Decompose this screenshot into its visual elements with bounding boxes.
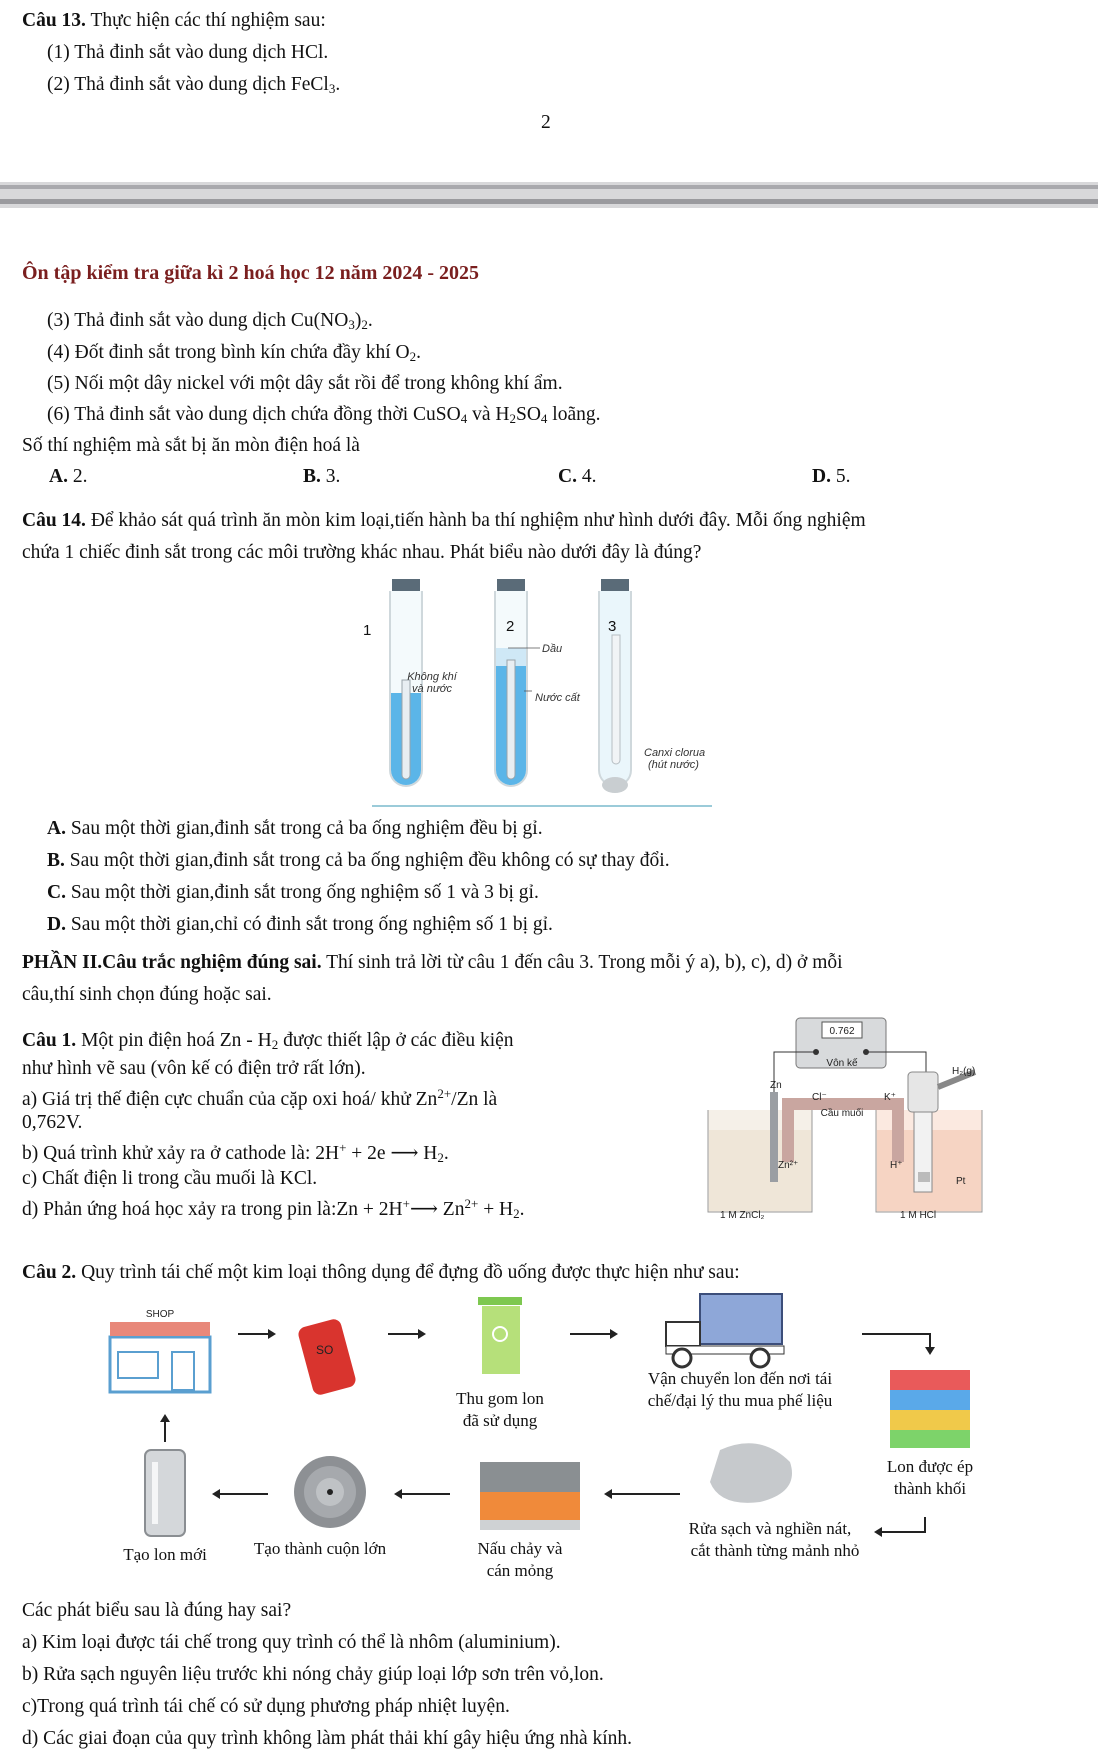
q13-exp5: (5) Nối một dây nickel với một dây sắt rồi để trong không khí ẩm. — [47, 373, 563, 394]
c2-intro-text: Quy trình tái chế một kim loại thông dụng để đựng đồ uống được thực hiện như sau: — [76, 1262, 740, 1283]
option-text: 4. — [576, 466, 597, 487]
c1-title: Câu 1. — [22, 1030, 77, 1051]
h2-label: H₂(g) — [952, 1066, 976, 1077]
c1-d-text: d) Phản ứng hoá học xảy ra trong pin là:Zn + 2H — [22, 1199, 403, 1220]
c1-d-end: . — [519, 1199, 525, 1220]
arrow — [880, 1517, 925, 1532]
pt-label: Pt — [956, 1176, 966, 1187]
tube-1-number: 1 — [363, 622, 372, 639]
q14-option-d — [47, 914, 553, 936]
distilled-water-label: Nước cất — [535, 692, 580, 704]
c1-b-text: b) Quá trình khử xảy ra ở cathode là: 2H — [22, 1143, 340, 1164]
arrow-head — [925, 1347, 935, 1355]
c1-a-end: /Zn là — [451, 1089, 498, 1110]
q13-exp6 — [47, 404, 600, 427]
c2-intro — [22, 1262, 740, 1284]
option-text: Sau một thời gian,đinh sắt trong cả ba ống nghiệm đều không có sự thay đổi. — [64, 850, 670, 871]
galvanic-cell-figure — [700, 1012, 992, 1230]
option-text: Sau một thời gian,chỉ có đinh sắt trong ống nghiệm số 1 bị gỉ. — [65, 914, 553, 935]
q13-exp3-sub: 3 — [348, 317, 355, 332]
option-text: 3. — [320, 466, 341, 487]
c1-a-text: a) Giá trị thế điện cực chuẩn của cặp oxi hoá/ khử Zn — [22, 1089, 438, 1110]
option-key: B. — [303, 466, 321, 487]
option-key: B. — [47, 850, 65, 871]
collect-label-2: đã sử dụng — [462, 1411, 538, 1430]
c1-stmt-a — [22, 1086, 497, 1111]
q13-exp6-sub: 4 — [460, 411, 468, 426]
q13-title: Câu 13. — [22, 10, 86, 31]
arrow-head — [160, 1414, 170, 1422]
part2-line1-text: Thí sinh trả lời từ câu 1 đến câu 3. Trong mỗi ý a), b), c), d) ở mỗi — [321, 952, 843, 973]
option-key: C. — [47, 882, 66, 903]
q13-exp6-text: (6) Thả đinh sắt vào dung dịch chứa đồng thời CuSO — [47, 404, 461, 425]
c2-stmt-c: c)Trong quá trình tái chế có sử dụng phương pháp nhiệt luyện. — [22, 1696, 510, 1717]
q13-intro — [22, 10, 326, 32]
transport-label-2: chế/đại lý thu mua phế liệu — [647, 1391, 833, 1410]
c1-d-mid: + H — [478, 1199, 514, 1220]
shredded-flakes-icon — [710, 1443, 792, 1503]
part2-title: PHẦN II.Câu trắc nghiệm đúng sai. — [22, 952, 322, 973]
c1-stmt-a-value: 0,762V. — [22, 1112, 83, 1133]
hplus-label: H⁺ — [890, 1160, 903, 1171]
arrow-head — [418, 1329, 426, 1339]
c2-question: Các phát biểu sau là đúng hay sai? — [22, 1600, 292, 1621]
q14-line1 — [22, 510, 866, 532]
q13-exp6-sub: 2 — [509, 411, 516, 426]
c1-b-end: . — [443, 1143, 449, 1164]
truck-icon — [666, 1294, 784, 1367]
c1-b-mid: + 2e ⟶ H — [346, 1143, 438, 1164]
q13-exp3-end: . — [367, 310, 373, 331]
c1-line1-end: được thiết lập ở các điều kiện — [278, 1030, 514, 1051]
cacl2-label-2: (hút nước) — [648, 759, 699, 771]
cacl2-label: Canxi clorua — [644, 747, 706, 759]
c2-stmt-d: d) Các giai đoạn của quy trình không làm phát thải khí gây hiệu ứng nhà kính. — [22, 1728, 633, 1749]
stopper-1 — [392, 579, 420, 591]
roll-label: Tạo thành cuộn lớn — [253, 1539, 387, 1558]
cacl2-granules — [602, 777, 628, 793]
melting-furnace-icon — [480, 1462, 580, 1530]
page-number: 2 — [541, 112, 551, 133]
part2-line2: câu,thí sinh chọn đúng hoặc sai. — [22, 984, 272, 1005]
q13-exp4-text: (4) Đốt đinh sắt trong bình kín chứa đầy khí O — [47, 342, 410, 363]
recycle-bin-icon — [478, 1297, 522, 1374]
part2-line1 — [22, 952, 843, 974]
right-solution-label: 1 M HCl — [900, 1210, 937, 1221]
q13-exp1: (1) Thả đinh sắt vào dung dịch HCl. — [47, 42, 329, 63]
c1-d-mid: ⟶ Zn — [409, 1199, 465, 1220]
c1-d-sup: 2+ — [464, 1196, 479, 1211]
c1-line1-text: Một pin điện hoá Zn - H — [76, 1030, 272, 1051]
melt-label: Nấu chảy và — [477, 1539, 563, 1558]
q13-exp3-sub: 2 — [361, 317, 368, 332]
page-divider-line — [0, 185, 1098, 189]
k-label: K⁺ — [884, 1092, 896, 1103]
new-can-icon — [145, 1450, 185, 1536]
pt-plate — [918, 1172, 930, 1182]
arrow-head — [604, 1489, 612, 1499]
salt-bridge-label: Cầu muối — [820, 1108, 864, 1119]
q13-intro-text: Thực hiện các thí nghiệm sau: — [90, 10, 326, 31]
zn-electrode — [770, 1092, 778, 1182]
q13-exp3-text: (3) Thả đinh sắt vào dung dịch Cu(NO — [47, 310, 349, 331]
q13-exp2-sub: 3 — [328, 81, 336, 96]
q14-option-b — [47, 850, 670, 872]
zn-label: Zn — [770, 1080, 782, 1091]
cl-label: Cl⁻ — [812, 1092, 827, 1103]
q13-exp4 — [47, 342, 421, 365]
q13-exp6-text: và H — [467, 404, 510, 425]
c1-b-sup: + — [339, 1140, 347, 1155]
crushed-can-icon — [297, 1317, 358, 1396]
melt-label-2: cán mỏng — [486, 1561, 554, 1580]
tube-3-number: 3 — [608, 618, 617, 635]
voltmeter-reading: 0.762 — [829, 1026, 855, 1037]
metal-coil-icon — [294, 1456, 366, 1528]
c2-title: Câu 2. — [22, 1262, 77, 1283]
q13-exp3 — [47, 310, 373, 333]
arrow-head — [874, 1527, 882, 1537]
left-solution-label: 1 M ZnCl₂ — [720, 1210, 765, 1221]
arrow — [862, 1334, 930, 1348]
collect-label: Thu gom lon — [456, 1389, 544, 1408]
zn2-label: Zn²⁺ — [778, 1160, 799, 1171]
can-label: SO — [316, 1343, 334, 1357]
shop-label: SHOP — [145, 1309, 175, 1320]
test-tubes-figure — [363, 575, 712, 810]
c1-a-sup: 2+ — [437, 1086, 452, 1101]
c1-sub: 2 — [271, 1037, 279, 1052]
shop-icon — [110, 1309, 210, 1392]
arrow-head — [394, 1489, 402, 1499]
arrow-head — [212, 1489, 220, 1499]
arrow-head — [610, 1329, 618, 1339]
option-text: Sau một thời gian,đinh sắt trong cả ba ống nghiệm đều bị gỉ. — [65, 818, 543, 839]
q13-exp3-paren: ) — [354, 310, 362, 331]
q13-option-a — [49, 466, 87, 488]
c2-stmt-a: a) Kim loại được tái chế trong quy trình có thể là nhôm (aluminium). — [22, 1632, 561, 1653]
stopper-2 — [497, 579, 525, 591]
h2-tube — [908, 1072, 938, 1112]
q13-exp6-sub: 4 — [540, 411, 548, 426]
q14-option-a — [47, 818, 543, 840]
page-header-title: Ôn tập kiểm tra giữa kì 2 hoá học 12 năm 2024 - 2025 — [22, 262, 480, 284]
c1-b-sub: 2 — [437, 1150, 444, 1165]
oil-label: Dầu — [542, 643, 563, 655]
q13-exp2 — [47, 74, 340, 97]
c1-d-sub: 2 — [513, 1206, 520, 1221]
option-text: Sau một thời gian,đinh sắt trong ống nghiệm số 1 và 3 bị gỉ. — [65, 882, 539, 903]
wash-label-2: cắt thành từng mảnh nhỏ — [690, 1541, 860, 1560]
q13-exp6-text: SO — [515, 404, 541, 425]
nail-1 — [402, 680, 410, 779]
option-key: D. — [812, 466, 831, 487]
new-can-label: Tạo lon mới — [123, 1545, 207, 1564]
q13-option-b — [303, 466, 340, 488]
c1-stmt-c: c) Chất điện li trong cầu muối là KCl. — [22, 1168, 318, 1189]
press-label-2: thành khối — [893, 1479, 967, 1498]
q13-exp2-text: (2) Thả đinh sắt vào dung dịch FeCl — [47, 74, 329, 95]
option-key: C. — [558, 466, 577, 487]
air-water-label-2: và nước — [412, 683, 452, 695]
q14-line2: chứa 1 chiếc đinh sắt trong các môi trường khác nhau. Phát biểu nào dưới đây là đúng? — [22, 542, 702, 563]
c1-stmt-d — [22, 1196, 525, 1222]
pressed-cans-icon — [890, 1370, 970, 1448]
air-water-label: Không khí — [407, 671, 457, 683]
q14-option-c — [47, 882, 539, 904]
arrow-head — [268, 1329, 276, 1339]
q13-option-c — [558, 466, 596, 488]
q14-title: Câu 14. — [22, 510, 86, 531]
nail-2 — [507, 660, 515, 779]
c1-stmt-b — [22, 1140, 449, 1166]
option-key: D. — [47, 914, 66, 935]
transport-label: Vận chuyển lon đến nơi tái — [647, 1369, 833, 1388]
q13-exp6-end: loãng. — [547, 404, 601, 425]
tube-2-number: 2 — [506, 618, 515, 635]
q13-exp2-end: . — [335, 74, 341, 95]
c2-stmt-b: b) Rửa sạch nguyên liệu trước khi nóng chảy giúp loại lớp sơn trên vỏ,lon. — [22, 1664, 604, 1685]
q13-question: Số thí nghiệm mà sắt bị ăn mòn điện hoá là — [22, 435, 360, 456]
wash-label: Rửa sạch và nghiền nát, — [688, 1519, 852, 1538]
voltmeter-label: Vôn kế — [826, 1058, 858, 1069]
q13-exp4-end: . — [416, 342, 421, 363]
c1-line1 — [22, 1030, 514, 1053]
c1-d-sup: + — [402, 1196, 410, 1211]
option-key: A. — [49, 466, 68, 487]
nail-3 — [612, 635, 620, 764]
option-text: 5. — [830, 466, 851, 487]
stopper-3 — [601, 579, 629, 591]
q14-line1-text: Để khảo sát quá trình ăn mòn kim loại,tiến hành ba thí nghiệm như hình dưới đây. Mỗi ống nghiệm — [85, 510, 866, 531]
page-divider-line — [0, 199, 1098, 204]
recycling-process-figure — [100, 1292, 1000, 1592]
option-key: A. — [47, 818, 66, 839]
c1-line2: như hình vẽ sau (vôn kế có điện trở rất lớn). — [22, 1058, 366, 1079]
q13-option-d — [812, 466, 850, 488]
q13-exp4-sub: 2 — [409, 349, 417, 364]
press-label: Lon được ép — [886, 1457, 974, 1476]
option-text: 2. — [67, 466, 88, 487]
